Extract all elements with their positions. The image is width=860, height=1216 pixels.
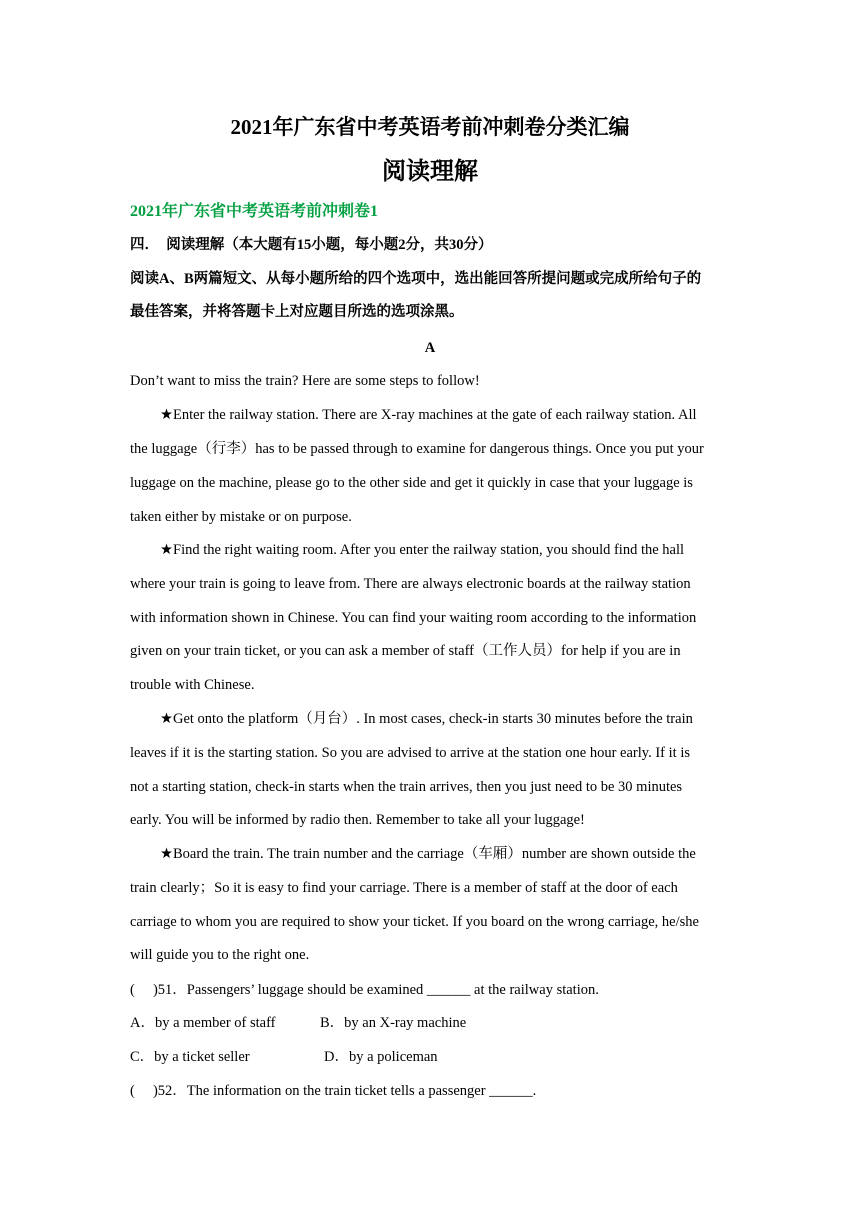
passage-line: leaves if it is the starting station. So you are advised to arrive at the station one hour early. If it is: [130, 745, 690, 761]
passage-line: ★Get onto the platform（月台）. In most cases, check-in starts 30 minutes before the train: [160, 711, 693, 727]
passage-line: ★Enter the railway station. There are X-ray machines at the gate of each railway station. All: [160, 407, 697, 423]
passage-line: ★Find the right waiting room. After you enter the railway station, you should find the hall: [160, 542, 685, 558]
instruction-line: 阅读A、B两篇短文、从每小题所给的四个选项中，选出能回答所提问题或完成所给句子的: [130, 271, 702, 287]
question-51-option-c: C．by a ticket seller: [130, 1049, 250, 1065]
passage-line: carriage to whom you are required to show your ticket. If you board on the wrong carriage, he/she: [130, 914, 699, 930]
passage-line: ★Board the train. The train number and the carriage（车厢）number are shown outside the: [160, 846, 696, 862]
instruction-line: 最佳答案，并将答题卡上对应题目所选的选项涂黑。: [130, 304, 464, 320]
passage-line: trouble with Chinese.: [130, 677, 255, 693]
passage-line: not a starting station, check-in starts when the train arrives, then you just need to be 30 minutes: [130, 779, 683, 795]
passage-line: with information shown in Chinese. You can find your waiting room according to the information: [130, 610, 697, 626]
passage-line: luggage on the machine, please go to the other side and get it quickly in case that your luggage is: [130, 475, 693, 491]
passage-intro: Don’t want to miss the train? Here are some steps to follow!: [130, 373, 480, 389]
question-51-option-b: B．by an X-ray machine: [320, 1015, 467, 1031]
passage-label: A: [424, 340, 436, 356]
question-51-option-d: D．by a policeman: [324, 1049, 438, 1065]
passage-line: the luggage（行李）has to be passed through to examine for dangerous things. Once you put your: [130, 441, 704, 457]
part-heading: 四． 阅读理解（本大题有15小题，每小题2分，共30分）: [130, 237, 493, 253]
document-subtitle: 阅读理解: [382, 159, 478, 185]
question-51-option-a: A．by a member of staff: [130, 1015, 276, 1031]
passage-line: taken either by mistake or on purpose.: [130, 509, 352, 525]
question-52: ( )52．The information on the train ticket tells a passenger ______.: [130, 1083, 537, 1099]
passage-line: where your train is going to leave from. There are always electronic boards at the railway station: [130, 576, 691, 592]
passage-line: train clearly；So it is easy to find your carriage. There is a member of staff at the door of each: [130, 880, 678, 896]
passage-line: will guide you to the right one.: [130, 947, 310, 963]
passage-line: given on your train ticket, or you can ask a member of staff（工作人员）for help if you are in: [130, 643, 681, 659]
section-heading: 2021年广东省中考英语考前冲刺卷1: [130, 203, 379, 220]
passage-line: early. You will be informed by radio then. Remember to take all your luggage!: [130, 812, 585, 828]
question-51: ( )51．Passengers’ luggage should be examined ______ at the railway station.: [130, 982, 599, 998]
document-title: 2021年广东省中考英语考前冲刺卷分类汇编: [230, 115, 630, 139]
